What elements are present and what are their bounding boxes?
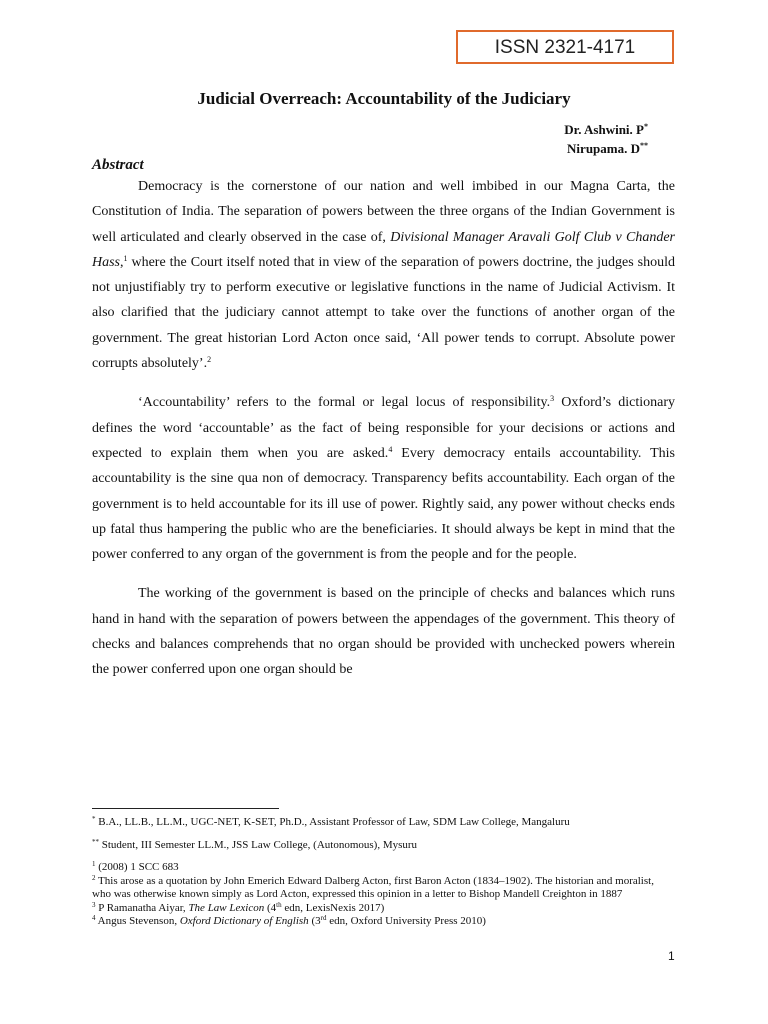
footnote-ordinal: th [276, 900, 282, 909]
footnote-2 [92, 875, 675, 902]
footnote-ref-4[interactable]: 4 [388, 444, 393, 454]
footnote-book-title: The Law Lexicon [188, 901, 265, 914]
footnote-ref-3[interactable]: 3 [550, 394, 555, 404]
footnote-text: P Ramanatha Aiyar, [95, 901, 189, 914]
footnote-ref-1[interactable]: 1 [123, 253, 128, 263]
footnote-4 [92, 915, 675, 929]
text-run: Oxford’s dictionary defines the word ‘accountable’ as the fact of being responsible for your decisions or actions and expected to explain them when you are asked. [92, 395, 676, 461]
footnote-separator [92, 808, 279, 809]
footnote-mark: ** [92, 837, 99, 846]
footnote-mark: 2 [92, 873, 96, 882]
author-2 [564, 139, 648, 158]
footnote-text: edn, Oxford University Press 2010) [326, 915, 486, 927]
text-run: , [120, 254, 124, 270]
paragraph-3: The working of the government is based on the principle of checks and balances which runs hand in hand with the separation of powers between the appendages of the government. This theory of checks and balances comprehends that no organ should be provided with unchecked powers wherein the power conferred upon one organ should be [92, 586, 675, 678]
author-name: Nirupama. D [567, 141, 640, 156]
paper-title: Judicial Overreach: Accountability of the Judiciary [197, 89, 571, 108]
footnote-1 [92, 861, 675, 875]
text-run: ‘Accountability’ refers to the formal or legal locus of responsibility. [138, 395, 551, 411]
paragraph-1 [92, 174, 675, 376]
footnote-text: (3 [308, 915, 321, 927]
author-mark: * [644, 122, 648, 131]
author-block [564, 120, 648, 158]
text-run: Every democracy entails accountability. This accountability is the sine qua non of democracy. Transparency befits accountability. Each organ of the government is to held accountable for its ill use of power. Rightly said, any power without checks ends up fatal thus hampering the public who are the beneficiaries. It should always be kept in mind that the power conferred to any organ of the government is from the people and for the people. [92, 445, 675, 563]
text-run: where the Court itself noted that in view of the separation of powers doctrine, the judges should not unjustifiably try to perform executive or legislative functions in the name of Judicial Activism. It also clarified that the judiciary cannot attempt to take over the functions of another organ of the government. The great historian Lord Acton once said, ‘All power tends to corrupt. Absolute power corrupts absolutely’. [92, 254, 675, 372]
footnote-ref-2[interactable]: 2 [207, 355, 212, 365]
footnote-book-title: Oxford Dictionary of English [179, 915, 309, 927]
footnote-author-1 [92, 816, 675, 830]
page-number: 1 [668, 949, 675, 963]
footnote-text: B.A., LL.B., LL.M., UGC-NET, K-SET, Ph.D., Assistant Professor of Law, SDM Law College, Mangaluru [95, 816, 570, 828]
footnote-text: Student, III Semester LL.M., JSS Law College, (Autonomous), Mysuru [99, 838, 418, 851]
abstract-body [92, 174, 675, 697]
case-citation: Divisional Manager Aravali Golf Club v Chander Hass [92, 229, 675, 270]
footnote-mark: 3 [92, 900, 96, 909]
footnote-text: edn, LexisNexis 2017) [281, 901, 385, 914]
footnote-text: (2008) 1 SCC 683 [95, 861, 179, 873]
footnote-3 [92, 902, 675, 916]
author-1 [564, 120, 648, 139]
author-mark: ** [640, 141, 648, 150]
footnote-text: Angus Stevenson, [95, 915, 180, 927]
paragraph-2 [92, 390, 675, 567]
footnote-text: (4 [264, 901, 277, 914]
author-name: Dr. Ashwini. P [564, 122, 644, 137]
footnote-mark: 1 [92, 860, 96, 868]
footnote-text: This arose as a quotation by John Emerich Edward Dalberg Acton, first Baron Acton (1834–1902). The historian and moralist, who was otherwise known simply as Lord Acton, expressed this opinion in a letter to Bishop Mandell Creighton in 1887 [92, 874, 654, 900]
abstract-heading: Abstract [92, 157, 144, 173]
text-run: Democracy is the cornerstone of our nation and well imbibed in our Magna Carta, the Constitution of India. The separation of powers between the three organs of the Indian Government is well articulated and clearly observed in the case of, [92, 179, 675, 245]
footnote-mark: * [92, 815, 96, 823]
footnote-author-2 [92, 839, 675, 853]
footnotes [92, 816, 675, 929]
footnote-ordinal: rd [320, 914, 327, 922]
footnote-mark: 4 [92, 914, 96, 922]
issn-box: ISSN 2321-4171 [456, 30, 674, 64]
